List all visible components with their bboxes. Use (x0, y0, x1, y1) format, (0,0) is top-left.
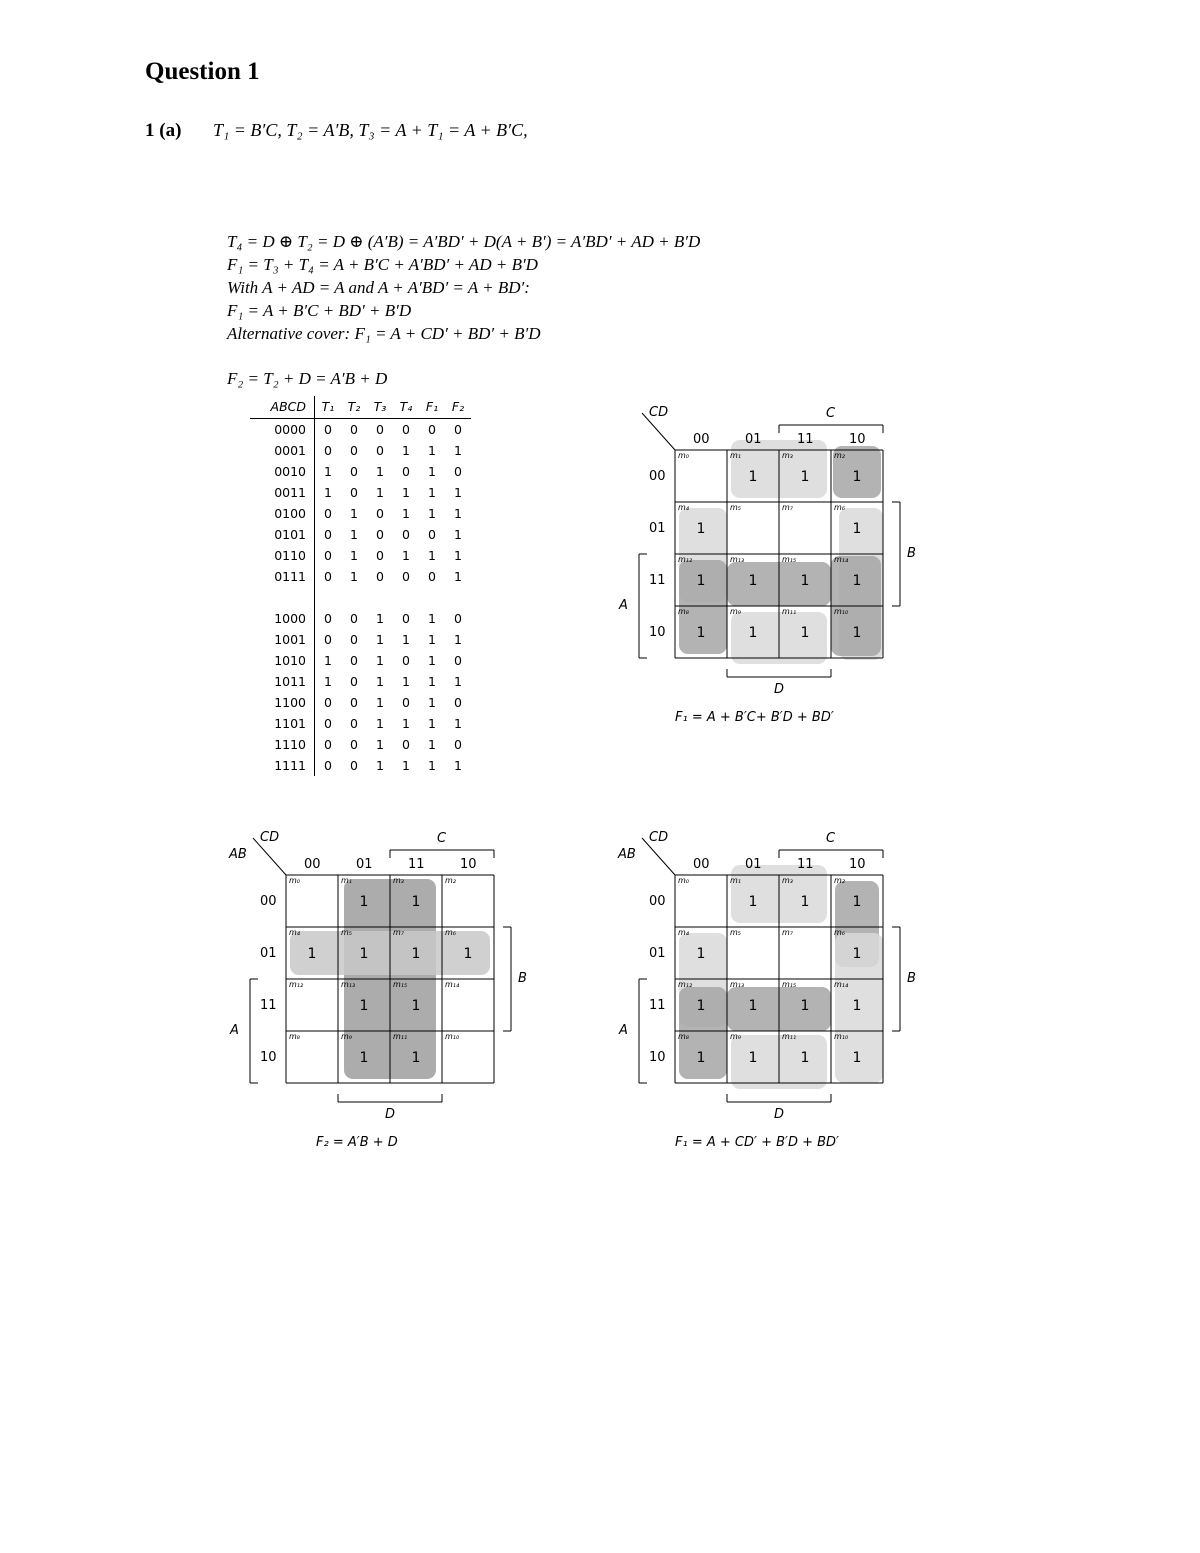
truth-table-value-cell: 1 (454, 506, 462, 521)
minterm-label: m₆ (834, 503, 845, 512)
kmap-col-header: 10 (460, 857, 477, 872)
kmap-var-d: D (774, 1107, 785, 1122)
truth-table-value-cell: 0 (428, 422, 436, 437)
equation-simplification-note: With A + AD = A and A + A′BD′ = A + BD′: (227, 278, 530, 297)
truth-table-value-cell: 0 (402, 569, 410, 584)
truth-table-value-cell: 0 (350, 485, 358, 500)
truth-table-input-cell: 0010 (250, 461, 315, 482)
truth-table-value-cell: 1 (428, 716, 436, 731)
minterm-label: m₈ (678, 1032, 689, 1041)
cell-value: 1 (359, 946, 369, 962)
truth-table-value-cell: 0 (350, 653, 358, 668)
kmap-var-a: A (619, 1023, 628, 1038)
minterm-label: m₈ (289, 1032, 300, 1041)
truth-table-input-cell: 0111 (250, 566, 315, 587)
truth-table-value-cell: 0 (324, 443, 332, 458)
kmap-var-a: A (619, 598, 628, 613)
truth-table-value-cell: 0 (402, 611, 410, 626)
truth-table-value-cell: 0 (454, 737, 462, 752)
minterm-label: m₃ (393, 876, 404, 885)
cell-value: 1 (696, 998, 706, 1014)
minterm-label: m₁₅ (393, 980, 408, 989)
truth-table-value-cell: 1 (454, 716, 462, 731)
truth-table-value-cell: 0 (402, 464, 410, 479)
minterm-label: m₃ (782, 451, 793, 460)
cell-value: 1 (800, 573, 810, 589)
truth-table-value-cell: 0 (324, 548, 332, 563)
truth-table-value-cell: 0 (324, 758, 332, 773)
cell-value: 1 (411, 998, 421, 1014)
truth-table-value-cell: 1 (428, 506, 436, 521)
cell-value: 1 (411, 946, 421, 962)
minterm-label: m₁₄ (445, 980, 460, 989)
equation-f1-expansion: F₁ = T₃ + T₄ = A + B′C + A′BD′ + AD + B′D (227, 255, 538, 274)
part-label: 1 (a) (145, 120, 182, 141)
kmap-var-cd: CD (260, 830, 280, 845)
truth-table-value-cell: 0 (454, 422, 462, 437)
minterm-label: m₉ (341, 1032, 352, 1041)
kmap-row-header: 11 (260, 998, 277, 1013)
truth-table-input-cell: 1010 (250, 650, 315, 671)
cell-value: 1 (852, 946, 862, 962)
minterm-label: m₀ (678, 876, 689, 885)
cell-value: 1 (411, 894, 421, 910)
truth-table-value-cell: 0 (376, 422, 384, 437)
kmap-var-c: C (826, 831, 836, 846)
minterm-label: m₇ (782, 928, 793, 937)
cell-value: 1 (852, 521, 862, 537)
kmap-col-header: 01 (356, 857, 373, 872)
minterm-label: m₄ (678, 503, 689, 512)
minterm-label: m₁₁ (782, 607, 797, 616)
cell-value: 1 (359, 1050, 369, 1066)
kmap-caption: F₁ = A + CD′ + B′D + BD′ (675, 1135, 840, 1150)
truth-table-value-cell: 1 (454, 443, 462, 458)
minterm-label: m₆ (445, 928, 456, 937)
kmap-var-ab: AB (229, 847, 247, 862)
kmap-caption: F₁ = A + B′C+ B′D + BD′ (675, 710, 834, 725)
equation-f1-alternative: Alternative cover: F₁ = A + CD′ + BD′ + B′D (227, 324, 541, 343)
equation-f2: F₂ = T₂ + D = A′B + D (227, 369, 388, 388)
truth-table-value-cell: 1 (454, 632, 462, 647)
cell-value: 1 (307, 946, 317, 962)
truth-table-value-cell: 1 (428, 695, 436, 710)
truth-table-input-cell: 0000 (250, 419, 315, 441)
cell-value: 1 (359, 894, 369, 910)
truth-table-value-cell: 1 (454, 485, 462, 500)
kmap-var-d: D (774, 682, 785, 697)
kmap-row-header: 01 (649, 946, 666, 961)
minterm-label: m₁ (341, 876, 352, 885)
truth-table-header: T₂ (341, 396, 367, 419)
minterm-label: m₁₁ (782, 1032, 797, 1041)
truth-table-header: ABCD (250, 396, 315, 419)
truth-table-value-cell: 0 (350, 611, 358, 626)
truth-table-value-cell: 0 (350, 737, 358, 752)
truth-table-value-cell: 1 (376, 611, 384, 626)
minterm-label: m₇ (393, 928, 404, 937)
truth-table-value-cell: 0 (376, 527, 384, 542)
cell-value: 1 (696, 1050, 706, 1066)
truth-table-value-cell: 0 (402, 653, 410, 668)
kmap-var-cd: CD (649, 830, 669, 845)
truth-table-value-cell: 1 (428, 632, 436, 647)
kmap-col-header: 11 (797, 432, 814, 447)
minterm-label: m₁₂ (289, 980, 304, 989)
kmap-row-header: 00 (649, 469, 666, 484)
cell-value: 1 (748, 998, 758, 1014)
cell-value: 1 (800, 469, 810, 485)
kmap-row-header: 10 (260, 1050, 277, 1065)
truth-table-value-cell: 1 (428, 674, 436, 689)
truth-table-value-cell: 1 (454, 674, 462, 689)
kmap-row-header: 11 (649, 998, 666, 1013)
cell-value: 1 (696, 573, 706, 589)
truth-table-value-cell: 0 (324, 527, 332, 542)
cell-value: 1 (411, 1050, 421, 1066)
truth-table-value-cell: 0 (350, 716, 358, 731)
cell-value: 1 (852, 469, 862, 485)
truth-table-value-cell: 1 (350, 527, 358, 542)
truth-table-value-cell: 1 (428, 737, 436, 752)
minterm-label: m₂ (834, 876, 845, 885)
truth-table-value-cell: 0 (454, 695, 462, 710)
minterm-label: m₂ (445, 876, 456, 885)
truth-table-input-cell: 1110 (250, 734, 315, 755)
truth-table-value-cell: 0 (454, 611, 462, 626)
kmap-var-ab: AB (618, 847, 636, 862)
equation-f1-result: F₁ = A + B′C + BD′ + B′D (227, 301, 412, 320)
truth-table-value-cell: 0 (324, 506, 332, 521)
kmap-var-c: C (437, 831, 447, 846)
truth-table-value-cell: 0 (350, 674, 358, 689)
minterm-label: m₈ (678, 607, 689, 616)
cell-value: 1 (696, 946, 706, 962)
minterm-label: m₃ (782, 876, 793, 885)
truth-table-input-cell: 1011 (250, 671, 315, 692)
cell-value: 1 (800, 625, 810, 641)
minterm-label: m₄ (678, 928, 689, 937)
truth-table-value-cell: 0 (350, 632, 358, 647)
cell-value: 1 (748, 1050, 758, 1066)
kmap-row-header: 01 (649, 521, 666, 536)
truth-table-input-cell: 0101 (250, 524, 315, 545)
truth-table-value-cell: 1 (428, 464, 436, 479)
truth-table-value-cell: 1 (454, 548, 462, 563)
truth-table-input-cell: 1000 (250, 608, 315, 629)
truth-table-value-cell: 0 (324, 737, 332, 752)
cell-value: 1 (463, 946, 473, 962)
cell-value: 1 (800, 1050, 810, 1066)
truth-table-value-cell: 1 (402, 674, 410, 689)
kmap-col-header: 10 (849, 432, 866, 447)
truth-table-value-cell: 0 (428, 569, 436, 584)
truth-table-value-cell: 0 (324, 632, 332, 647)
minterm-label: m₉ (730, 1032, 741, 1041)
truth-table-value-cell: 1 (350, 569, 358, 584)
truth-table-value-cell: 1 (428, 485, 436, 500)
truth-table-value-cell: 1 (454, 569, 462, 584)
truth-table-value-cell: 1 (376, 695, 384, 710)
kmap-col-header: 10 (849, 857, 866, 872)
truth-table-value-cell: 0 (402, 527, 410, 542)
kmap-col-header: 00 (693, 857, 710, 872)
truth-table-value-cell: 0 (350, 758, 358, 773)
kmap-row-header: 10 (649, 1050, 666, 1065)
truth-table-value-cell: 1 (324, 464, 332, 479)
truth-table-value-cell: 1 (428, 653, 436, 668)
truth-table-header: T₄ (393, 396, 419, 419)
truth-table-value-cell: 0 (428, 527, 436, 542)
truth-table-value-cell: 1 (454, 758, 462, 773)
minterm-label: m₁₂ (678, 980, 693, 989)
truth-table-value-cell: 0 (376, 443, 384, 458)
truth-table-header: T₃ (367, 396, 393, 419)
kmap-caption: F₂ = A′B + D (316, 1135, 398, 1150)
truth-table-value-cell: 1 (376, 758, 384, 773)
minterm-label: m₁₅ (782, 555, 797, 564)
truth-table-value-cell: 0 (324, 695, 332, 710)
minterm-label: m₀ (678, 451, 689, 460)
kmap-col-header: 11 (408, 857, 425, 872)
truth-table-value-cell: 1 (376, 632, 384, 647)
truth-table-header: T₁ (315, 396, 342, 419)
truth-table-value-cell: 1 (428, 611, 436, 626)
truth-table-value-cell: 0 (350, 443, 358, 458)
kmap-col-header: 00 (304, 857, 321, 872)
truth-table-value-cell: 1 (402, 758, 410, 773)
truth-table-value-cell: 1 (402, 632, 410, 647)
truth-table-value-cell: 1 (350, 506, 358, 521)
kmap-var-a: A (230, 1023, 239, 1038)
truth-table-value-cell: 0 (402, 737, 410, 752)
minterm-label: m₅ (730, 928, 741, 937)
minterm-label: m₁₃ (730, 980, 745, 989)
kmap-var-b: B (907, 546, 916, 561)
truth-table-input-cell: 0011 (250, 482, 315, 503)
truth-table-value-cell: 0 (376, 569, 384, 584)
truth-table-value-cell: 1 (454, 527, 462, 542)
kmap-col-header: 11 (797, 857, 814, 872)
truth-table-value-cell: 1 (324, 485, 332, 500)
truth-table-value-cell: 0 (454, 464, 462, 479)
truth-table-value-cell: 1 (376, 485, 384, 500)
minterm-label: m₁₅ (782, 980, 797, 989)
cell-value: 1 (748, 469, 758, 485)
minterm-label: m₁ (730, 876, 741, 885)
page-title: Question 1 (145, 58, 260, 85)
truth-table-value-cell: 1 (402, 443, 410, 458)
minterm-label: m₁₄ (834, 980, 849, 989)
equation-t4: T₄ = D ⊕ T₂ = D ⊕ (A′B) = A′BD′ + D(A + B′) = A′BD′ + AD + B′D (227, 232, 701, 251)
truth-table-value-cell: 1 (324, 674, 332, 689)
minterm-label: m₁ (730, 451, 741, 460)
minterm-label: m₄ (289, 928, 300, 937)
truth-table-input-cell: 1001 (250, 629, 315, 650)
cell-value: 1 (359, 998, 369, 1014)
minterm-label: m₁₃ (341, 980, 356, 989)
truth-table-header: F₁ (419, 396, 445, 419)
kmap-col-header: 01 (745, 432, 762, 447)
truth-table-value-cell: 1 (402, 716, 410, 731)
minterm-label: m₁₁ (393, 1032, 408, 1041)
part-intro-equation: T₁ = B′C, T₂ = A′B, T₃ = A + T₁ = A + B′C, (213, 120, 528, 140)
kmap-var-b: B (907, 971, 916, 986)
minterm-label: m₅ (730, 503, 741, 512)
cell-value: 1 (852, 625, 862, 641)
truth-table-input-cell: 1100 (250, 692, 315, 713)
kmap-var-d: D (385, 1107, 396, 1122)
truth-table-value-cell: 1 (428, 758, 436, 773)
truth-table-input-cell: 1111 (250, 755, 315, 776)
truth-table-value-cell: 1 (402, 485, 410, 500)
minterm-label: m₁₂ (678, 555, 693, 564)
kmap-row-header: 01 (260, 946, 277, 961)
minterm-label: m₁₀ (834, 607, 849, 616)
truth-table-value-cell: 0 (376, 548, 384, 563)
truth-table-value-cell: 1 (402, 548, 410, 563)
minterm-label: m₉ (730, 607, 741, 616)
kmap-row-header: 00 (649, 894, 666, 909)
minterm-label: m₆ (834, 928, 845, 937)
truth-table-value-cell: 0 (402, 695, 410, 710)
truth-table-value-cell: 0 (350, 422, 358, 437)
minterm-label: m₂ (834, 451, 845, 460)
minterm-label: m₀ (289, 876, 300, 885)
kmap-row-header: 11 (649, 573, 666, 588)
truth-table-value-cell: 0 (376, 506, 384, 521)
truth-table-value-cell: 1 (376, 674, 384, 689)
minterm-label: m₇ (782, 503, 793, 512)
truth-table-value-cell: 1 (376, 737, 384, 752)
truth-table-value-cell: 0 (350, 464, 358, 479)
truth-table-value-cell: 1 (376, 653, 384, 668)
cell-value: 1 (748, 894, 758, 910)
truth-table-value-cell: 0 (324, 569, 332, 584)
minterm-label: m₁₃ (730, 555, 745, 564)
truth-table-value-cell: 1 (402, 506, 410, 521)
cell-value: 1 (800, 894, 810, 910)
cell-value: 1 (852, 1050, 862, 1066)
truth-table-value-cell: 0 (324, 422, 332, 437)
truth-table-value-cell: 0 (402, 422, 410, 437)
truth-table-value-cell: 0 (324, 611, 332, 626)
truth-table-header: F₂ (445, 396, 471, 419)
truth-table-value-cell: 1 (428, 443, 436, 458)
kmap-var-b: B (518, 971, 527, 986)
kmap-col-header: 00 (693, 432, 710, 447)
truth-table-value-cell: 1 (428, 548, 436, 563)
truth-table-value-cell: 0 (324, 716, 332, 731)
cell-value: 1 (800, 998, 810, 1014)
kmap-col-header: 01 (745, 857, 762, 872)
minterm-label: m₁₄ (834, 555, 849, 564)
truth-table-value-cell: 0 (454, 653, 462, 668)
minterm-label: m₁₀ (834, 1032, 849, 1041)
cell-value: 1 (852, 998, 862, 1014)
truth-table-input-cell: 0110 (250, 545, 315, 566)
kmap-row-header: 00 (260, 894, 277, 909)
truth-table-input-cell: 0001 (250, 440, 315, 461)
minterm-label: m₁₀ (445, 1032, 460, 1041)
truth-table-value-cell: 1 (376, 464, 384, 479)
cell-value: 1 (748, 573, 758, 589)
minterm-label: m₅ (341, 928, 352, 937)
truth-table-input-cell: 0100 (250, 503, 315, 524)
truth-table-value-cell: 0 (350, 695, 358, 710)
kmap-var-c: C (826, 406, 836, 421)
cell-value: 1 (852, 894, 862, 910)
cell-value: 1 (748, 625, 758, 641)
kmap-var-cd: CD (649, 405, 669, 420)
cell-value: 1 (852, 573, 862, 589)
kmap-row-header: 10 (649, 625, 666, 640)
truth-table-input-cell: 1101 (250, 713, 315, 734)
truth-table-value-cell: 1 (350, 548, 358, 563)
cell-value: 1 (696, 521, 706, 537)
cell-value: 1 (696, 625, 706, 641)
truth-table-value-cell: 1 (324, 653, 332, 668)
truth-table-value-cell: 1 (376, 716, 384, 731)
